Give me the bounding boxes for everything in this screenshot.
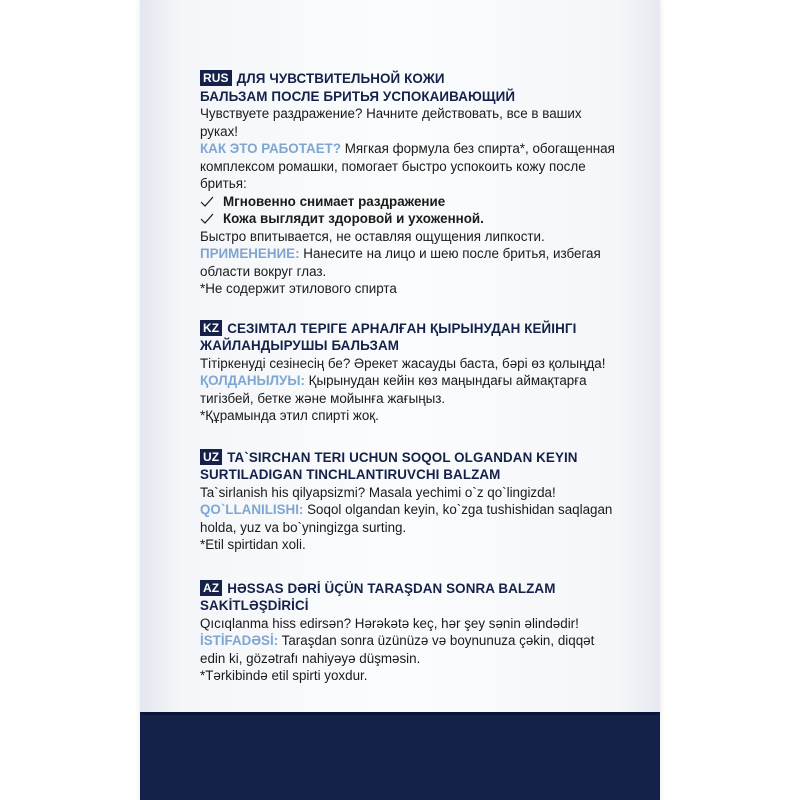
section-title: HƏSSAS DƏRİ ÜÇÜN TARAŞDAN SONRA BALZAM <box>227 580 556 596</box>
usage-label: QO`LLANILISHI: <box>200 502 304 517</box>
section-title-line1 <box>200 320 620 338</box>
checkmark-icon <box>200 193 216 207</box>
usage-label: ПРИМЕНЕНИЕ: <box>200 246 300 261</box>
language-badge-kz: KZ <box>200 320 222 336</box>
section-title-line1 <box>200 70 620 88</box>
checkmark-icon <box>200 210 216 224</box>
usage-label: İSTİFADƏSİ: <box>200 633 279 648</box>
section-kz <box>200 320 620 425</box>
section-title: TA`SIRCHAN TERI UCHUN SOQOL OLGANDAN KEYIN <box>227 449 578 465</box>
usage-label: ҚОЛДАНЫЛУЫ: <box>200 373 305 388</box>
usage-text: Taraşdan sonra üzünüzə və boynunuza çəkin, diqqət edin ki, gözətrafı nahiyəyə düşməsin. <box>200 633 595 666</box>
usage-text: Қырынудан кейін көз маңындағы аймақтарға тигізбей, бетке және мойынға жағыңыз. <box>200 373 587 406</box>
intro-text: Ta`sirlanish his qilyapsizmi? Masala yechimi o`z qo`lingizda! <box>200 484 556 500</box>
section-title-line1 <box>200 580 620 598</box>
section-uz <box>200 449 620 554</box>
band-edge <box>140 712 660 715</box>
usage-text: Нанесите на лицо и шею после бритья, избегая области вокруг глаз. <box>200 246 601 279</box>
language-badge-rus: RUS <box>200 70 232 86</box>
how-it-works-paragraph <box>200 140 620 193</box>
section-title: СЕЗІМТАЛ ТЕРІГЕ АРНАЛҒАН ҚЫРЫНУДАН КЕЙІНГІ <box>227 320 577 336</box>
section-subtitle: SAKİTLƏŞDİRİCİ <box>200 598 309 613</box>
language-badge-uz: UZ <box>200 449 222 465</box>
footnote: *Құрамында этил спирті жоқ. <box>200 408 379 423</box>
bullet-text: Кожа выглядит здоровой и ухоженной. <box>223 211 484 226</box>
usage-paragraph <box>200 632 620 667</box>
section-subtitle: ЖАЙЛАНДЫРУШЫ БАЛЬЗАМ <box>200 338 400 353</box>
usage-paragraph <box>200 501 620 536</box>
section-az <box>200 580 620 685</box>
usage-paragraph <box>200 372 620 407</box>
section-subtitle: SURTILADIGAN TINCHLANTIRUVCHI BALZAM <box>200 467 501 482</box>
usage-text: Soqol olgandan keyin, ko`zga tushishidan saqlagan holda, yuz va bo`yningizga surting. <box>200 502 613 535</box>
section-title: ДЛЯ ЧУВСТВИТЕЛЬНОЙ КОЖИ <box>236 71 445 86</box>
navy-bottom-band <box>140 712 660 800</box>
footnote: *Tərkibində etil spirti yoxdur. <box>200 668 368 683</box>
how-it-works-label: КАК ЭТО РАБОТАЕТ? <box>200 141 342 156</box>
intro-text: Тітіркенуді сезінесің бе? Әрекет жасауды баста, бәрі өз қолыңда! <box>200 355 606 371</box>
intro-text: Qıcıqlanma hiss edirsən? Hərəkətə keç, hər şey sənin əlindədir! <box>200 615 579 631</box>
label-text-block <box>200 70 620 701</box>
absorb-text: Быстро впитывается, не оставляя ощущения липкости. <box>200 228 545 244</box>
bullet-text: Мгновенно снимает раздражение <box>223 193 446 209</box>
footnote: *Etil spirtidan xoli. <box>200 537 306 552</box>
section-subtitle: БАЛЬЗАМ ПОСЛЕ БРИТЬЯ УСПОКАИВАЮЩИЙ <box>200 88 516 104</box>
how-it-works-text: Мягкая формула без спирта*, обогащенная комплексом ромашки, помогает быстро успокоить кожу после бритья: <box>200 141 615 191</box>
section-title-line1 <box>200 449 620 467</box>
intro-text: Чувствуете раздражение? Начните действовать, все в ваших руках! <box>200 106 582 139</box>
usage-paragraph <box>200 245 620 280</box>
section-rus <box>200 70 620 298</box>
bullet-item <box>200 210 620 228</box>
language-badge-az: AZ <box>200 580 222 596</box>
bullet-item <box>200 193 620 211</box>
footnote: *Не содержит этилового спирта <box>200 281 397 296</box>
